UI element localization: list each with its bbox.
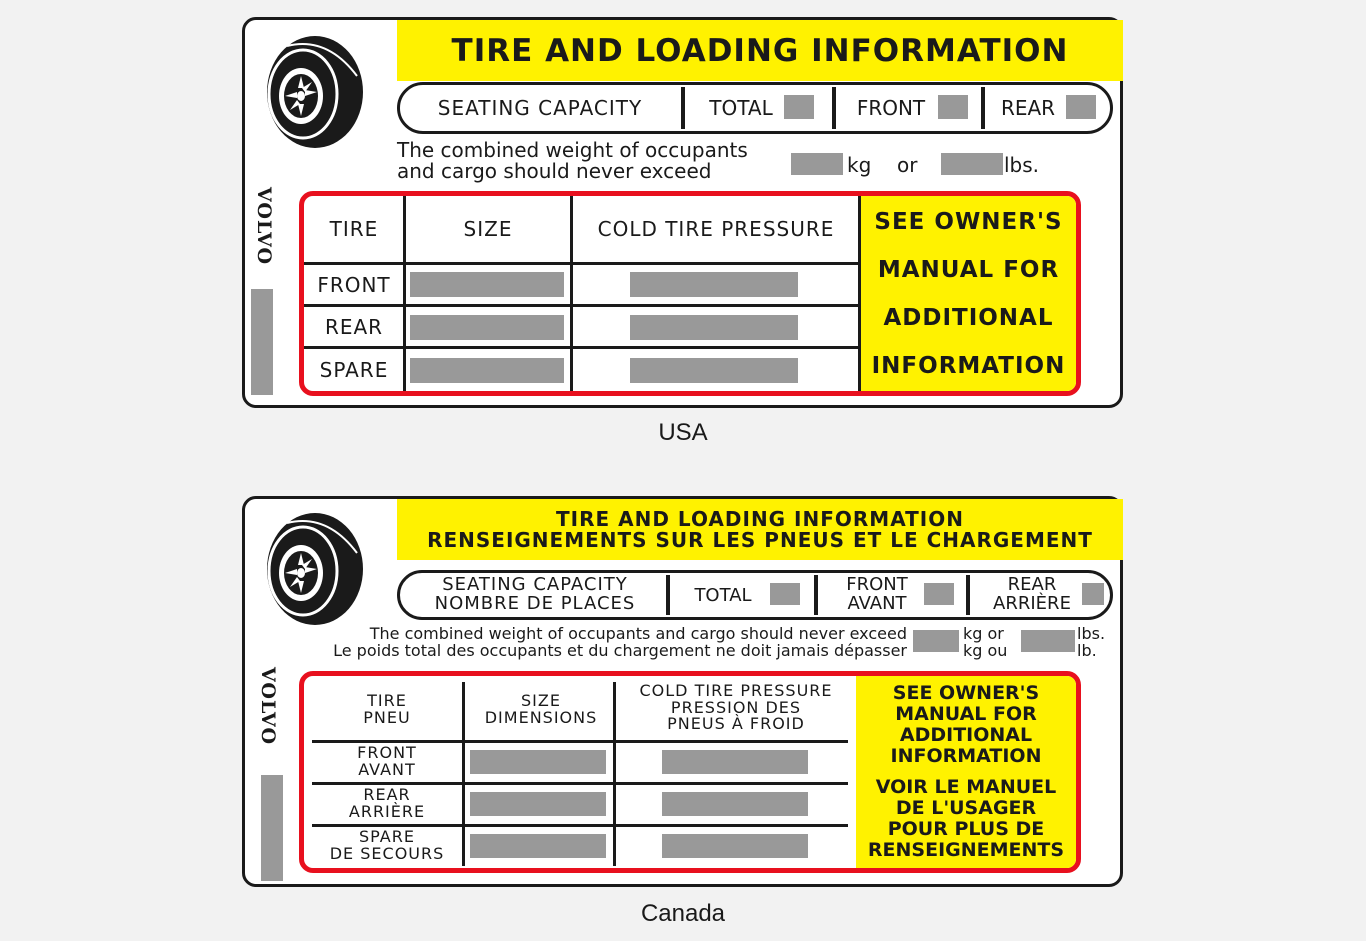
tire-pressure-table — [299, 671, 1081, 873]
row-front-label: FRONT AVANT — [357, 743, 417, 779]
rear-label: REAR ARRIÈRE — [993, 574, 1071, 614]
spare-pressure-field — [662, 834, 808, 858]
title-text-fr: RENSEIGNEMENTS SUR LES PNEUS ET LE CHARGEMENT — [427, 527, 1093, 552]
tire-icon — [257, 32, 367, 152]
or-text: or — [897, 153, 918, 177]
spare-size-field — [410, 358, 564, 383]
row-rear-label: REAR ARRIÈRE — [348, 785, 426, 821]
total-label: TOTAL — [694, 584, 752, 606]
front-field — [924, 583, 954, 605]
front-pressure-field — [630, 272, 798, 297]
row-spare-label: SPARE — [319, 358, 389, 382]
rear-pressure-field — [662, 792, 808, 816]
lbs-field — [941, 153, 1003, 175]
rear-field — [1066, 95, 1096, 119]
kg-field — [791, 153, 843, 175]
rear-size-field — [410, 315, 564, 340]
row-spare-label: SPARE DE SECOURS — [329, 827, 445, 863]
spare-size-field — [470, 834, 606, 858]
page-title — [397, 499, 1123, 560]
rear-field — [1082, 583, 1104, 605]
header-pressure: COLD TIRE PRESSURE — [597, 217, 835, 241]
canada-tire-label — [242, 496, 1123, 887]
seating-capacity-box — [397, 570, 1113, 620]
weight-limit-text: The combined weight of occupants and cargo should never exceed Le poids total des occupants et du chargement ne doit jamais dépasser — [333, 624, 907, 660]
header-tire: TIRE PNEU — [363, 691, 411, 727]
tire-pressure-table — [299, 191, 1081, 396]
front-label: FRONT AVANT — [846, 574, 908, 614]
header-size: SIZE — [463, 217, 513, 241]
brand-logo: VOLVO — [253, 187, 275, 266]
canada-caption: Canada — [640, 900, 726, 927]
header-tire: TIRE — [329, 217, 379, 241]
weight-limit-text: The combined weight of occupants and cargo should never exceed — [397, 138, 748, 183]
total-field — [784, 95, 814, 119]
row-front-label: FRONT — [317, 272, 391, 297]
kg-field — [913, 630, 959, 652]
brand-logo: VOLVO — [257, 666, 279, 746]
usa-caption: USA — [658, 419, 708, 446]
page-title — [397, 20, 1123, 81]
usa-tire-label — [242, 17, 1123, 408]
front-field — [938, 95, 968, 119]
tire-icon — [257, 509, 367, 629]
title-text: TIRE AND LOADING INFORMATION — [451, 32, 1069, 69]
lbs-unit: lbs. — [1004, 153, 1040, 177]
rear-size-field — [470, 792, 606, 816]
total-field — [770, 583, 800, 605]
header-pressure: COLD TIRE PRESSURE PRESSION DES PNEUS À FROID — [639, 680, 833, 734]
vin-field — [261, 775, 283, 881]
owners-manual-note: SEE OWNER'S MANUAL FOR ADDITIONAL INFORMATION — [861, 196, 1076, 391]
seating-capacity-label: SEATING CAPACITY NOMBRE DE PLACES — [434, 574, 636, 614]
spare-pressure-field — [630, 358, 798, 383]
lbs-field — [1021, 630, 1075, 652]
total-label: TOTAL — [709, 96, 773, 120]
kg-unit: kg — [847, 153, 872, 177]
rear-label: REAR — [1000, 96, 1056, 120]
owners-manual-note: SEE OWNER'S MANUAL FOR ADDITIONAL INFORMATION VOIR LE MANUEL DE L'USAGER POUR PLUS DE RENSEIGNEMENTS — [856, 676, 1076, 868]
front-pressure-field — [662, 750, 808, 774]
rear-pressure-field — [630, 315, 798, 340]
kg-unit: kg or kg ou — [963, 624, 1008, 660]
front-size-field — [410, 272, 564, 297]
vin-field — [251, 289, 273, 395]
front-label: FRONT — [856, 96, 926, 120]
title-text-en: TIRE AND LOADING INFORMATION — [556, 506, 964, 531]
front-size-field — [470, 750, 606, 774]
row-rear-label: REAR — [324, 314, 384, 339]
header-size: SIZE DIMENSIONS — [484, 691, 598, 727]
seating-capacity-box — [397, 82, 1113, 134]
seating-capacity-label: SEATING CAPACITY — [437, 96, 643, 120]
lbs-unit: lbs. lb. — [1077, 624, 1106, 660]
